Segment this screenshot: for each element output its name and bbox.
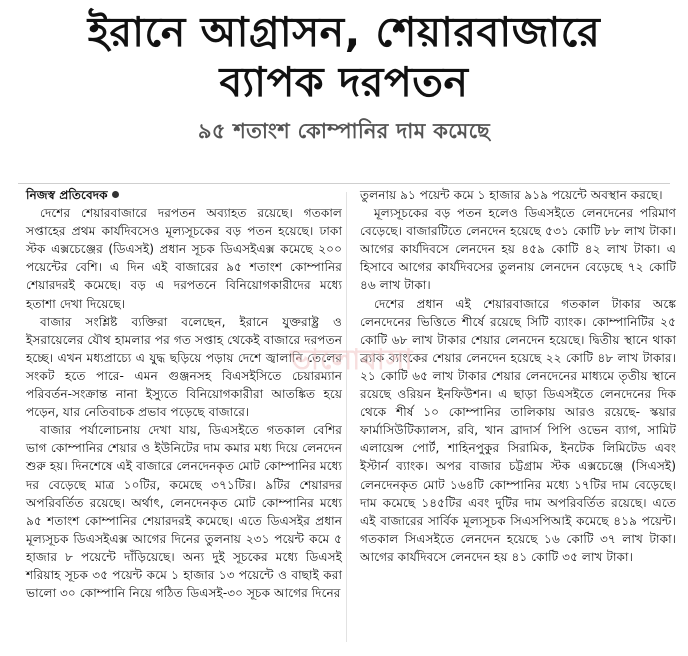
bullet-dot-icon [112,191,119,198]
paragraph-5: দেশের প্রধান এই শেয়ারবাজারে গতকাল টাকার অঙ্কে লেনদেনের ভিত্তিতে শীর্ষে রয়েছে সিটি ব্যাংক। কোম্পানিটির ২৫ কোটি ৬৮ লাখ টাকার শেয়ার লেনদেন হয়েছে। দ্বিতীয় স্থানে থাকা ব্র্যাক ব্যাংকের শেয়ার লেনদেন হয়েছে ২২ কোটি ৪৮ লাখ টাকার। ২১ কোটি ৬৫ লাখ টাকার শেয়ার লেনদেনের মাধ্যমে তৃতীয় স্থানে রয়েছে ওরিয়ন ইনফিউশন। এ ছাড়া ডিএসইতে লেনদেনের দিক থেকে শীর্ষ ১০ কোম্পানির তালিকায় আরও রয়েছে- স্কয়ার ফার্মাসিউটিক্যালস, রবি, খান ব্রাদার্স পিপি ওভেন ব্যাগ, সামিট এলায়েন্স পোর্ট, শাহিনপুকুর সিরামিক, ইনটেক লিমিটেড এবং ইস্টার্ন ব্যাংক। অপর বাজার চট্টগ্রাম স্টক এক্সচেঞ্জে (সিএসই) লেনদেনকৃত মোট ১৬৪টি কোম্পানির মধ্যে ১৭টির দাম বেড়েছে। দাম কমেছে ১৪৫টির এবং দুটির দাম অপরিবর্তিত রয়েছে। এতে এই বাজারের সার্বিক মূল্যসূচক সিএসপিআই কমেছে ৪১৯ পয়েন্ট। গতকাল সিএসইতে লেনদেন হয়েছে ১৬ কোটি ৩৭ লাখ টাকা। আগের কার্যদিবসে লেনদেন হয় ৪১ কোটি ৩৫ লাখ টাকা। [360,296,676,564]
paragraph-3: বাজার পর্যালোচনায় দেখা যায়, ডিএসইতে গতকাল বেশির ভাগ কোম্পানির শেয়ার ও ইউনিটের দাম কমার মধ্য দিয়ে লেনদেন শুরু হয়। দিনশেষে এই বাজারে লেনদেনকৃত মোট কোম্পানির মধ্যে দর বেড়েছে মাত্র ১০টির, কমেছে ৩৭১টির। ৯টির শেয়ারদর অপরিবর্তিত রয়েছে। অর্থাৎ, লেনদেনকৃত মোট কোম্পানির মধ্যে ৯৫ শতাংশ কোম্পানির শেয়ারদরই কমেছে। এতে ডিএসইর প্রধান মূল্যসূচক ডিএসইএক্স আগের দিনের তুলনায় ২৩১ পয়েন্ট কমে ৫ হাজার ৮ পয়েন্টে দাঁড়িয়েছে। অন্য দুই সূচকের মধ্যে ডিএসই শরিয়াহ সূচক ৩৫ পয়েন্ট কমে ১ হাজার ১৩ পয়েন্টে ও বাছাই করা ভালো ৩০ কোম্পানি নিয়ে গঠিত ডিএসই-৩০ সূচক আগের দিনের [26,423,342,601]
article-column-left [26,186,342,602]
paragraph-3-continued: তুলনায় ৯১ পয়েন্ট কমে ১ হাজার ৯১৯ পয়েন্টে অবস্থান করছে। [360,188,663,202]
headline-line-2: ব্যাপক দরপতন [219,58,469,107]
paragraph-2: বাজার সংশ্লিষ্ট ব্যক্তিরা বলেছেন, ইরানে যুক্তরাষ্ট্র ও ইসরায়েলের যৌথ হামলার পর গত সপ্তাহ থেকেই বাজারে দরপতন হচ্ছে। এখন মধ্যপ্রাচ্যে এ যুদ্ধ ছড়িয়ে পড়ায় দেশে জ্বালানি তেলের সংকট হতে পারে- এমন গুঞ্জনসহ বিএসইসিতে চেয়ারম্যান পরিবর্তন-সংক্রান্ত নানা ইস্যুতে বিনিয়োগকারীরা আতঙ্কিত হয়ে পড়েন, যার নেতিবাচক প্রভাব পড়েছে বাজারে। [26,314,342,420]
subheadline: ৯৫ শতাংশ কোম্পানির দাম কমেছে [197,118,491,143]
paragraph-4: মূল্যসূচকের বড় পতন হলেও ডিএসইতে লেনদেনের পরিমাণ বেড়েছে। বাজারটিতে লেনদেন হয়েছে ৫৩১ কোটি ৮৮ লাখ টাকা। আগের কার্যদিবসে লেনদেন হয় ৪৫৯ কোটি ৪২ লাখ টাকা। এ হিসাবে আগের কার্যদিবসের তুলনায় লেনদেন বেড়েছে ৭২ কোটি ৪৬ লাখ টাকা। [360,206,676,293]
headline-line-1: ইরানে আগ্রাসন, শেয়ারবাজারে [87,8,601,56]
byline: নিজস্ব প্রতিবেদক [26,188,108,202]
headline [0,0,688,105]
paragraph-1: দেশের শেয়ারবাজারে দরপতন অব্যাহত রয়েছে। গতকাল সপ্তাহের প্রথম কার্যদিবসেও মূল্যসূচকের বড় পতন হয়েছে। ঢাকা স্টক এক্সচেঞ্জের (ডিএসই) প্রধান সূচক ডিএসইএক্স কমেছে ২০০ পয়েন্টের বেশি। এ দিন এই বাজারের ৯৫ শতাংশ কোম্পানির শেয়ারদরই কমেছে। বড় এ দরপতনে বিনিয়োগকারীদের মধ্যে হতাশা দেখা দিয়েছে। [26,206,342,311]
watermark: ভালোবাসা [290,343,414,376]
header-divider [18,183,670,184]
column-divider [346,192,347,642]
byline-line [26,186,342,204]
